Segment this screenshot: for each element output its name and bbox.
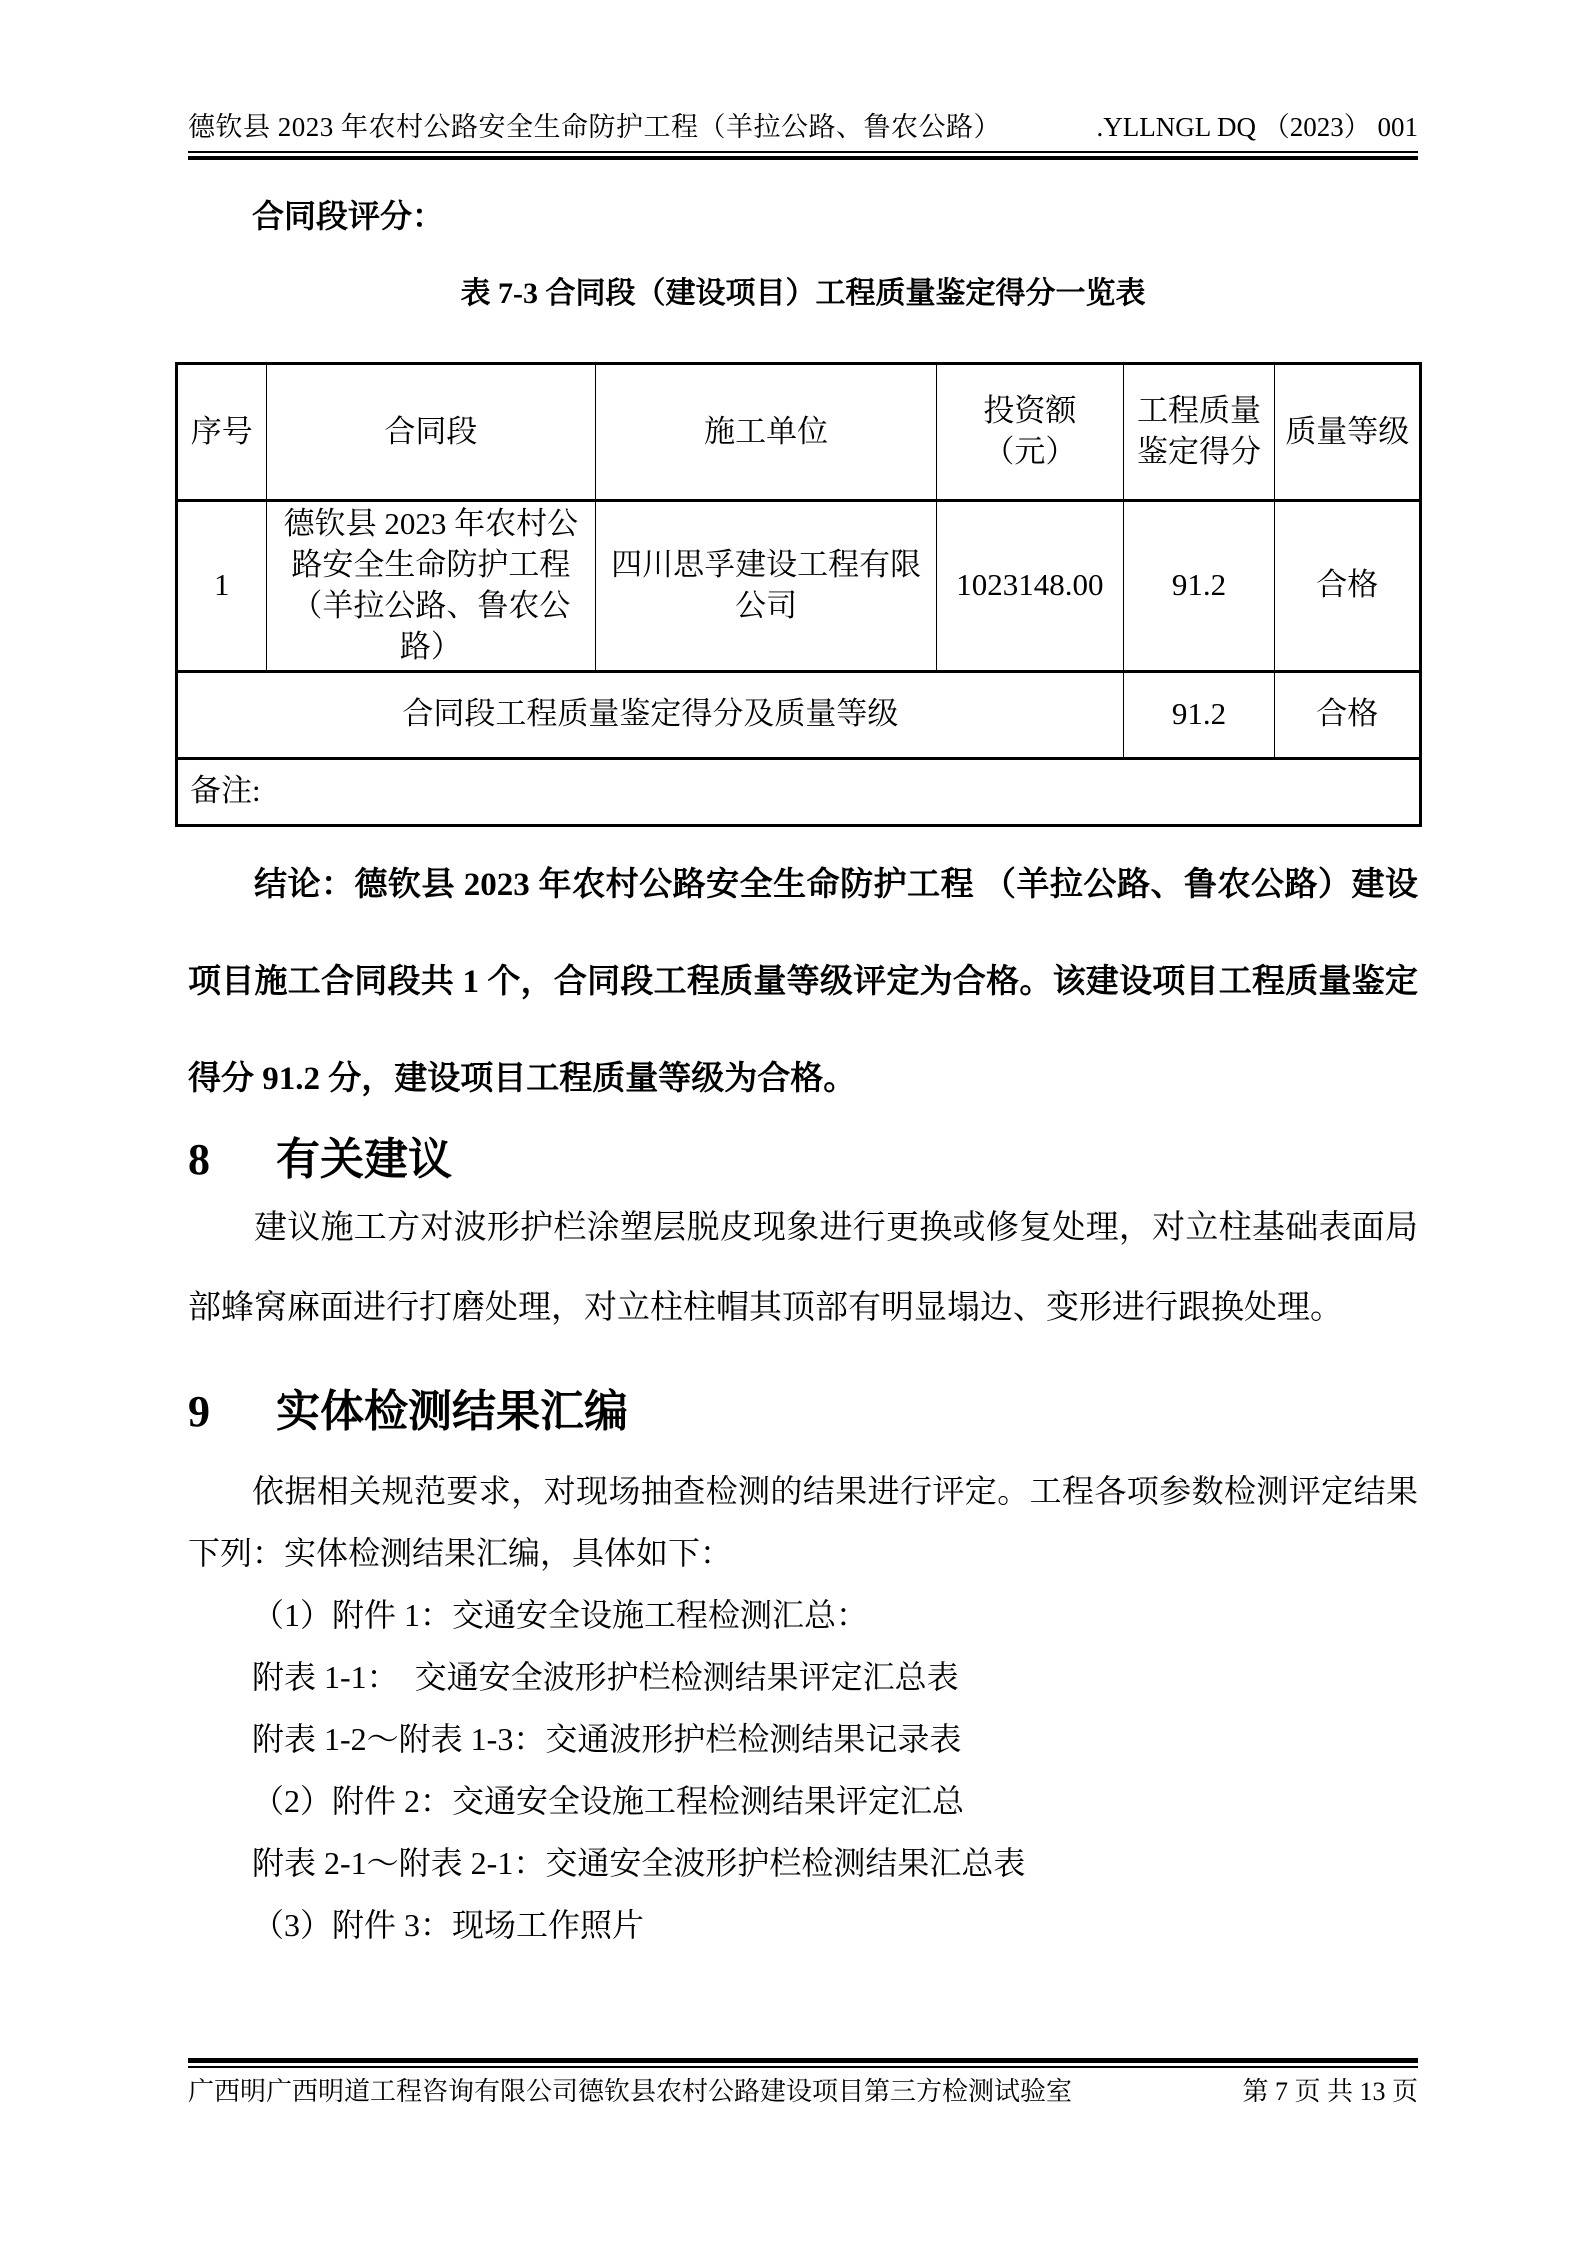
footer-rule-thick-line [188,2058,1418,2063]
attachment-list-item: （3）附件 3：现场工作照片 [252,1906,645,1943]
summary-grade: 合格 [1275,671,1421,758]
section-8-heading [188,1132,1418,1188]
cell-contract-section: 德钦县 2023 年农村公路安全生命防护工程（羊拉公路、鲁农公路） [266,501,596,672]
cell-grade: 合格 [1275,501,1421,672]
cell-seq: 1 [177,501,267,672]
table-remark-row [177,758,1421,825]
cell-contractor: 四川思孚建设工程有限公司 [596,501,937,672]
section-9-heading [188,1384,1418,1440]
table-caption: 表 7-3 合同段（建设项目）工程质量鉴定得分一览表 [460,277,1146,310]
table-row [177,501,1421,672]
section-9-body [188,1460,1418,1956]
header-doc-number: .YLLNGL DQ （2023） 001 [1096,112,1418,142]
attachment-list-item: 附表 1-2～附表 1-3：交通波形护栏检测结果记录表 [252,1720,962,1757]
footer-rule-thin-line [188,2066,1418,2068]
table-header-row [177,364,1421,501]
section-9-paragraph: 依据相关规范要求，对现场抽查检测的结果进行评定。工程各项参数检测评定结果下列：实体检测结果汇编，具体如下： [188,1472,1418,1571]
section-9-title: 实体检测结果汇编 [276,1386,628,1436]
col-header-grade: 质量等级 [1275,364,1421,501]
col-header-score: 工程质量鉴定得分 [1123,364,1275,501]
header-project-title: 德钦县 2023 年农村公路安全生命防护工程（羊拉公路、鲁农公路） [188,112,1001,142]
header-rule-thick-line [188,156,1418,160]
section-8-number: 8 [188,1134,210,1184]
header-rule-thin-line [188,151,1418,153]
summary-label: 合同段工程质量鉴定得分及质量等级 [177,671,1124,758]
attachment-list-item: （2）附件 2：交通安全设施工程检测结果评定汇总 [252,1782,965,1819]
col-header-seq: 序号 [177,364,267,501]
cell-investment: 1023148.00 [937,501,1124,672]
quality-score-table [175,362,1422,827]
page-header [188,0,1418,142]
remark-label: 备注: [177,758,1421,825]
table-summary-row [177,671,1421,758]
col-header-contract-section: 合同段 [266,364,596,501]
section-8-paragraph: 建议施工方对波形护栏涂塑层脱皮现象进行更换或修复处理，对立柱基础表面局部蜂窝麻面进行打磨处理，对立柱柱帽其顶部有明显塌边、变形进行跟换处理。 [188,1209,1418,1326]
footer-text-row [188,2076,1418,2108]
page-footer [188,2058,1418,2108]
section-8-title: 有关建议 [276,1134,452,1184]
conclusion-paragraph: 结论：德钦县 2023 年农村公路安全生命防护工程 （羊拉公路、鲁农公路）建设项目施工合同段共 1 个，合同段工程质量等级评定为合格。该建设项目工程质量鉴定得分 91.2 分，建设项目工程质量等级为合格。 [188,866,1418,1097]
col-header-investment: 投资额（元） [937,364,1124,501]
contract-section-rating-label: 合同段评分： [252,198,445,234]
footer-company: 广西明广西明道工程咨询有限公司德钦县农村公路建设项目第三方检测试验室 [188,2077,1073,2106]
section-9-number: 9 [188,1386,210,1436]
attachment-list-item: （1）附件 1：交通安全设施工程检测汇总： [252,1596,869,1633]
header-double-rule [188,151,1418,160]
col-header-contractor: 施工单位 [596,364,937,501]
attachment-list-item: 附表 2-1～附表 2-1：交通安全波形护栏检测结果汇总表 [252,1844,1026,1881]
footer-double-rule [188,2058,1418,2068]
summary-score: 91.2 [1123,671,1275,758]
cell-score: 91.2 [1123,501,1275,672]
attachment-list-item: 附表 1-1： 交通安全波形护栏检测结果评定汇总表 [252,1658,959,1695]
footer-page-info: 第 7 页 共 13 页 [1242,2077,1418,2106]
